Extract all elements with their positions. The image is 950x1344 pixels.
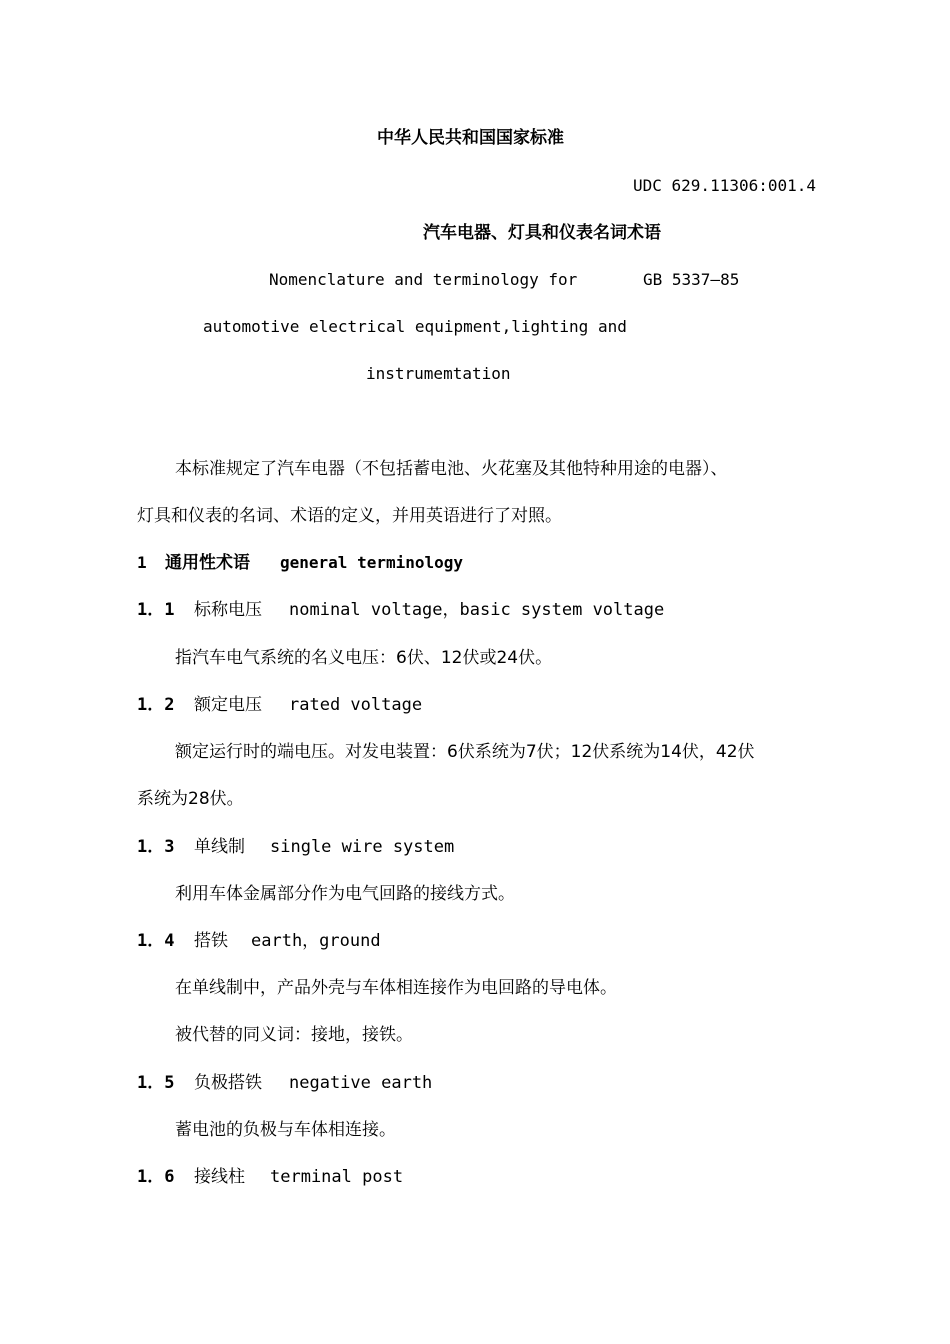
term-1-2-definition-line-1: 额定运行时的端电压。对发电装置：6伏系统为7伏；12伏系统为14伏，42伏 [175,742,755,762]
term-1-2-number: 1．2 [137,695,175,715]
term-1-1-number: 1．1 [137,600,175,620]
title-en-line-3: instrumemtation [366,364,511,383]
term-1-6-cn: 接线柱 [194,1167,245,1187]
section-1-number: 1 [137,553,147,572]
term-1-1-definition: 指汽车电气系统的名义电压：6伏、12伏或24伏。 [175,648,553,668]
term-1-3-definition: 利用车体金属部分作为电气回路的接线方式。 [175,884,515,904]
title-en-line-1: Nomenclature and terminology for [269,270,578,289]
term-1-4-definition-line-2: 被代替的同义词：接地，接铁。 [175,1025,413,1045]
term-1-6-number: 1．6 [137,1167,175,1187]
title-en-line-2: automotive electrical equipment,lighting and [203,317,627,336]
term-1-5-definition: 蓄电池的负极与车体相连接。 [175,1120,396,1140]
term-1-4-number: 1．4 [137,931,175,951]
term-1-4-en: earth，ground [251,931,381,951]
term-1-3-en: single wire system [270,837,455,857]
term-1-2-definition-line-2: 系统为28伏。 [137,789,244,809]
section-1-title-cn: 通用性术语 [165,553,250,573]
term-1-6-en: terminal post [270,1167,404,1187]
term-1-5-cn: 负极搭铁 [194,1073,262,1093]
term-1-2-en: rated voltage [289,695,423,715]
standard-title: 中华人民共和国国家标准 [377,128,564,148]
term-1-3-cn: 单线制 [194,837,245,857]
title-cn: 汽车电器、灯具和仪表名词术语 [423,223,661,243]
section-1-title-en: general terminology [280,553,464,572]
gb-code: GB 5337—85 [643,270,740,289]
term-1-2-cn: 额定电压 [194,695,262,715]
term-1-1-en: nominal voltage，basic system voltage [289,600,665,620]
term-1-5-number: 1．5 [137,1073,175,1093]
udc-code: UDC 629.11306:001.4 [633,176,817,195]
term-1-1-cn: 标称电压 [194,600,262,620]
term-1-3-number: 1．3 [137,837,175,857]
term-1-4-cn: 搭铁 [194,931,228,951]
term-1-5-en: negative earth [289,1073,433,1093]
intro-line-2: 灯具和仪表的名词、术语的定义，并用英语进行了对照。 [137,506,562,526]
intro-line-1: 本标准规定了汽车电器（不包括蓄电池、火花塞及其他特种用途的电器）、 [175,459,728,479]
term-1-4-definition-line-1: 在单线制中，产品外壳与车体相连接作为电回路的导电体。 [175,978,617,998]
